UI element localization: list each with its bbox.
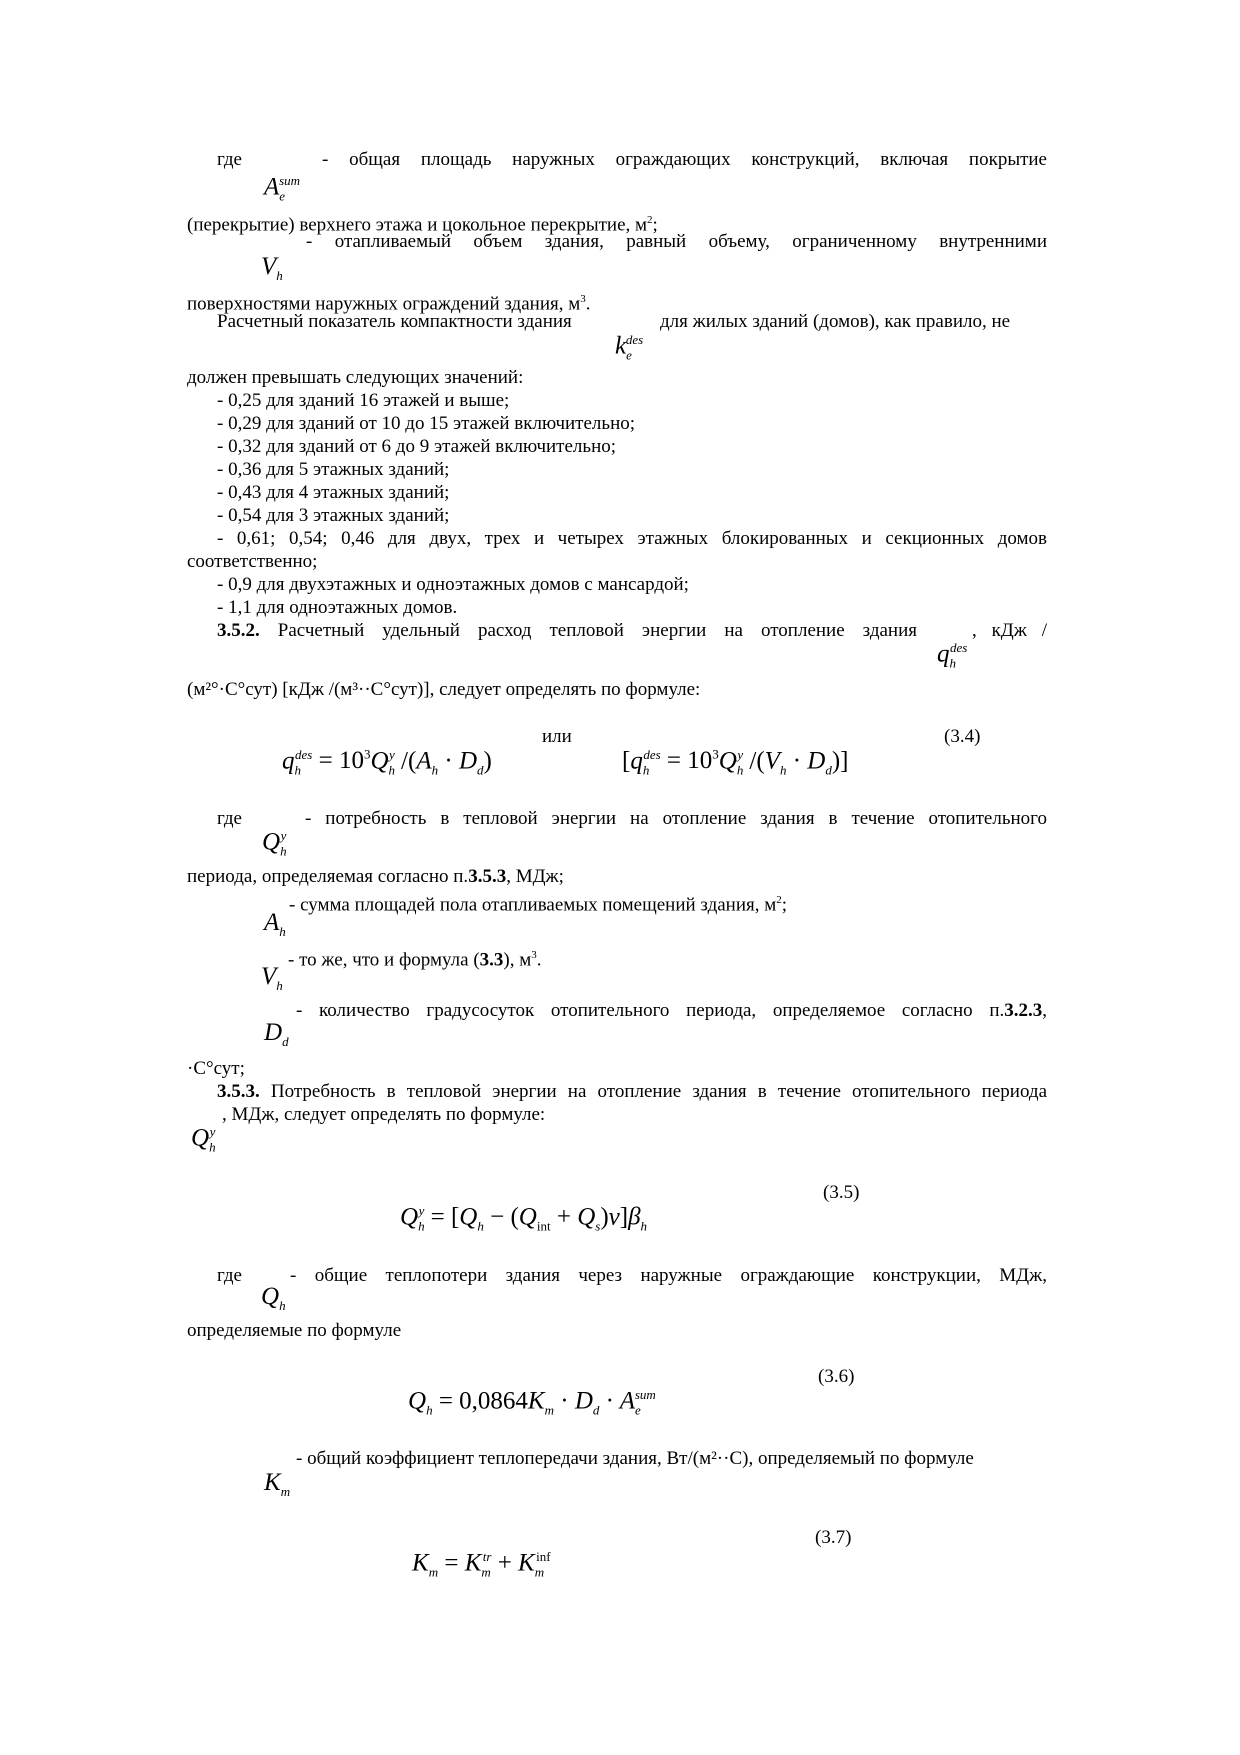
section-3-5-3-cont: , МДж, следует определять по формуле: [222,1104,546,1125]
formula-q-h-des: $q_h^{des}$ [937,640,968,671]
formula-3-5: $Q_h^y = [Q_h - (Q_{int} + Q_s)v]\beta_h$ [400,1203,648,1234]
section-text: Потребность в тепловой энергии на отопление здания в течение отопительного периода [270,1081,1047,1102]
unit-cube: 3 [531,949,537,961]
unit-sq: 2 [776,894,782,906]
ah-tail: ; [781,894,788,916]
formula-3-4-left: $q_h^{des} = 10^3Q_h^y$ $/(A_h \cdot D_d)$ [282,747,492,778]
line-where-qh [217,1265,1047,1287]
section-3-5-3-line [217,1081,1047,1103]
formula-v-h: $V_h$ [261,253,283,283]
equation-number-3-4: (3.4) [944,726,981,747]
vh-ref: 3.3 [479,949,504,971]
line-where-a [217,149,1047,171]
k-m-description: - общий коэффициент теплопередачи здания, Вт/(м²··С), определяемый по формуле [296,1448,974,1469]
formula-3-7: $K_m = K_m^{tr} + K_m^{inf}$ [412,1549,551,1580]
vh-b: ), м [503,949,532,971]
formula-a-e-sum: $A_e^{sum}$ [264,173,301,204]
dd-b: , [1042,1000,1047,1021]
equation-number-3-6: (3.6) [818,1366,855,1387]
q-h-y-cont [187,866,564,888]
q-h-description: - общие теплопотери здания через наружные ограждающие конструкции, МДж, [290,1265,1047,1286]
compactness-cont: должен превышать следующих значений: [187,367,524,388]
list-item: - 0,29 для зданий от 10 до 15 этажей включительно; [217,413,636,434]
d-d-description [296,1000,1047,1022]
where-label: где [217,1265,242,1286]
list-item: - 0,36 для 5 этажных зданий; [217,459,450,480]
q-h-y-description: - потребность в тепловой энергии на отопление здания в течение отопительного [305,808,1047,829]
formula-d-d: $D_d$ [264,1019,289,1049]
where-label: где [217,808,242,829]
q-cont-ref: 3.5.3 [468,866,507,887]
where-label: где [217,149,242,170]
list-item: - 0,54 для 3 этажных зданий; [217,505,450,526]
formula-k-m: $K_m$ [264,1469,291,1499]
formula-q-h-y: $Q_h^y$ [191,1124,216,1155]
a-cont-text: (перекрытие) верхнего этажа и цокольное перекрытие, м [187,214,648,236]
unit-cube: 3 [580,293,586,305]
q-cont-b: , МДж; [506,866,564,887]
vh-tail: . [536,949,542,971]
ah-text: - сумма площадей пола отапливаемых помещений здания, м [289,894,777,916]
line-where-q [217,808,1047,830]
formula-q-h-y: $Q_h^y$ [262,828,287,859]
equation-number-3-7: (3.7) [815,1527,852,1548]
list-item: - 0,61; 0,54; 0,46 для двух, трех и четырех этажных блокированных и секционных домов [217,528,1047,549]
dd-a: - количество градусосуток отопительного периода, определяемое согласно п. [296,1000,1005,1021]
vh-a: - то же, что и формула ( [288,949,480,971]
v-cont-text: поверхностями наружных ограждений здания, м [187,293,581,315]
a-cont-tail: ; [652,214,658,236]
list-item: - 1,1 для одноэтажных домов. [217,597,458,618]
q-cont-a: периода, определяемая согласно п. [187,866,469,887]
formula-a-h: $A_h$ [264,909,286,939]
list-item: - 0,9 для двухэтажных и одноэтажных домов с мансардой; [217,574,689,595]
unit-sq: 2 [647,214,653,226]
list-item: - 0,43 для 4 этажных зданий; [217,482,450,503]
compactness-tail: для жилых зданий (домов), как правило, не [660,311,1011,332]
v-h-note [288,944,542,971]
dd-ref: 3.2.3 [1004,1000,1043,1021]
formula-q-h: $Q_h$ [261,1283,286,1313]
formula-3-4-right: [$q_h^{des} = 10^3Q_h^y$ $/(V_h \cdot D_d)$] [622,747,849,778]
section-number: 3.5.2. [217,620,260,641]
v-h-description: - отапливаемый объем здания, равный объему, ограниченному внутренними [306,231,1047,252]
section-number: 3.5.3. [217,1081,260,1102]
section-3-5-2-line [217,620,917,642]
d-d-cont: ·С°сут; [187,1058,245,1079]
v-cont-tail: . [585,293,591,315]
list-item: - 0,32 для зданий от 6 до 9 этажей включительно; [217,436,617,457]
list-item-cont: соответственно; [187,551,318,572]
compactness-lead: Расчетный показатель компактности здания [217,311,572,332]
or-label: или [542,726,572,747]
a-h-description [289,889,787,916]
section-3-5-2-cont: (м²°·С°сут) [кДж /(м³··С°сут)], следует определять по формуле: [187,679,701,700]
formula-k-e-des: $k_e^{des}$ [615,332,644,363]
section-3-5-2-unit: , кДж / [972,620,1047,641]
list-item: - 0,25 для зданий 16 этажей и выше; [217,390,510,411]
q-h-cont: определяемые по формуле [187,1320,402,1341]
equation-number-3-5: (3.5) [823,1182,860,1203]
formula-v-h: $V_h$ [261,963,283,993]
formula-3-6: $Q_h = 0,0864K_m \cdot D_d \cdot A_e^{sum}$ [408,1387,656,1418]
section-text: Расчетный удельный расход тепловой энергии на отопление здания [277,620,918,641]
a-sum-description: - общая площадь наружных ограждающих конструкций, включая покрытие [322,149,1047,170]
